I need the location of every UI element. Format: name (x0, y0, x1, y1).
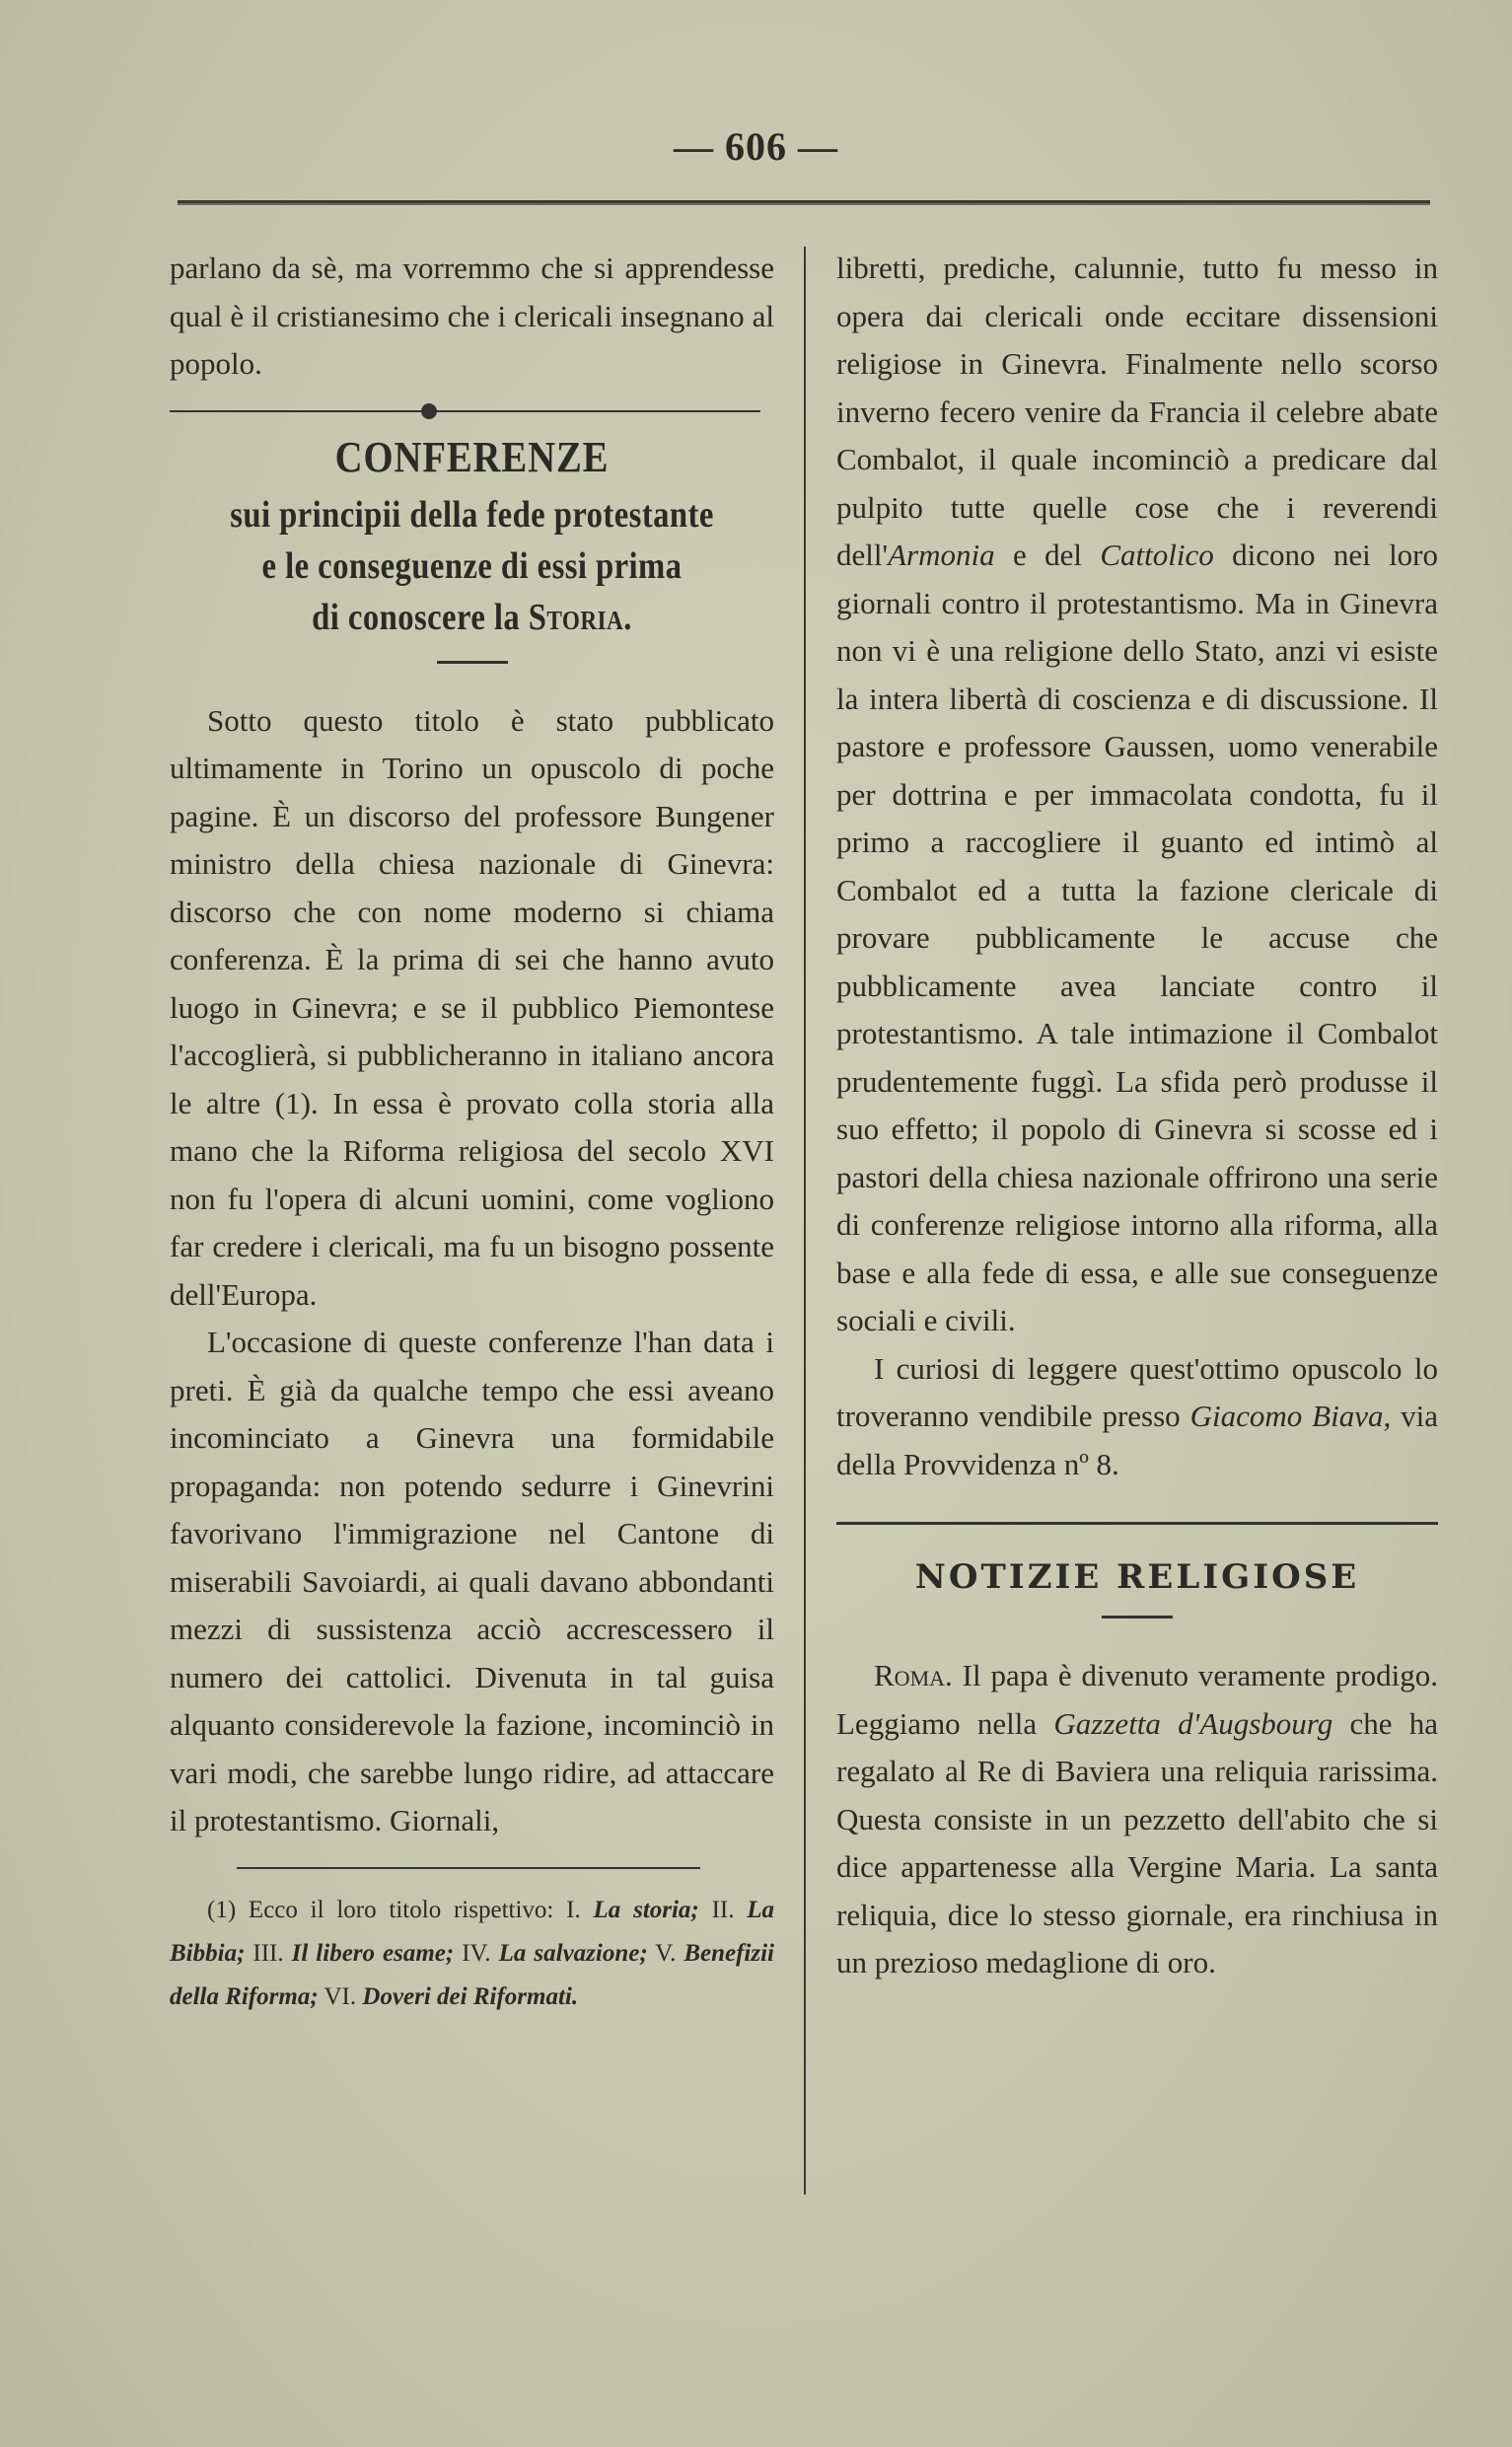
body-text: I curiosi di leggere quest'ottimo opuscolo lo troveranno vendibile presso (836, 1350, 1438, 1433)
subtitle-line: sui principii della fede protestante (230, 493, 714, 536)
body-text: che ha regalato al Re di Baviera una reliquia rarissima. Questa consiste in un pezzetto dell'abito che si dice appartenesse alla Vergine Maria. La santa reliquia, dice lo stesso giornale, era rinchiusa in un prezioso medaglione di oro. (836, 1705, 1438, 1979)
dateline: Roma. (874, 1658, 953, 1692)
page-number: — 606 — (674, 124, 838, 169)
footnote-rule (237, 1867, 700, 1869)
ornament-dot (421, 403, 437, 419)
publisher-name: Giacomo Biava, (1189, 1399, 1392, 1433)
article-paragraph (836, 1345, 1438, 1489)
footnote-numeral: V. (655, 1939, 677, 1967)
ornament-divider (170, 410, 760, 412)
intro-paragraph: parlano da sè, ma vorremmo che si apprendesse qual è il cristianesimo che i clericali insegnano al popolo. (170, 251, 774, 381)
subtitle-text: di conoscere la (312, 596, 521, 638)
subtitle-line (212, 592, 732, 643)
footnote-marker: (1) Ecco il loro titolo rispettivo: I. (207, 1896, 581, 1923)
newspaper-name: Armonia (888, 538, 995, 572)
right-column (836, 245, 1438, 1987)
article-title: CONFERENZE (334, 432, 610, 481)
body-text: e del (1012, 538, 1082, 572)
article-paragraph: Sotto questo titolo è stato pubblicato ultimamente in Torino un opuscolo di poche pagine. È un discorso del professore Bungener ministro della chiesa nazionale di Ginevra: discorso che con nome moderno si chiama conferenza. È la prima di sei che hanno avuto luogo in Ginevra; e se il pubblico Piemontese l'accoglierà, si pubblicheranno in italiano ancora le altre (1). In essa è provato colla storia alla mano che la Riforma religiosa del secolo XVI non fu l'opera di alcuni uomini, come vogliono far credere i clericali, ma fu un bisogno possente dell'Europa. (170, 702, 774, 1312)
footnote-title: Doveri dei Riformati. (362, 1982, 579, 2010)
footnote-title: La storia; (593, 1896, 699, 1923)
section-rule (836, 1522, 1438, 1525)
news-paragraph (836, 1652, 1438, 1987)
footnote-numeral: VI. (324, 1982, 357, 2010)
article-subtitle (212, 489, 732, 643)
short-divider (1102, 1616, 1173, 1619)
body-text: via della Provvidenza nº 8. (836, 1399, 1439, 1481)
footnote-numeral: IV. (462, 1939, 491, 1967)
newspaper-name: Gazzetta d'Augsbourg (1053, 1705, 1333, 1741)
article-paragraph: L'occasione di queste conferenze l'han data i preti. È già da qualche tempo che essi aveano incominciato a Ginevra una formidabile propaganda: non potendo sedurre i Ginevrini favorivano l'immigrazione nel Cantone di miserabili Savoiardi, ai quali davano abbondanti mezzi di sussistenza acciò accrescessero il numero dei cattolici. Divenuta in tal guisa alquanto considerevole la fazione, incominciò in vari modi, che sarebbe lungo ridire, ad attaccare il protestantismo. Giornali, (170, 1325, 774, 1837)
footnote-numeral: III. (252, 1939, 284, 1967)
footnote-title: La Bibbia; (170, 1896, 775, 1967)
newspaper-name: Cattolico (1100, 538, 1214, 572)
body-text: libretti, prediche, calunnie, tutto fu messo in opera dai clericali onde eccitare dissensioni religiose in Ginevra. Finalmente nello scorso inverno fecero venire da Francia il celebre abate Combalot, il quale incominciò a predicare dal pulpito tutte quelle cose che i reverendi dell' (836, 251, 1438, 572)
header-rule (178, 200, 1430, 205)
left-column (170, 245, 774, 2019)
body-text: Il papa è divenuto veramente prodigo. Leggiamo nella (836, 1658, 1438, 1741)
article-paragraph (836, 245, 1438, 1345)
footnote-title: Benefizii della Riforma; (170, 1939, 774, 2010)
subtitle-emphasis: Storia. (528, 596, 632, 638)
short-divider (437, 661, 508, 664)
footnote-title: Il libero esame; (291, 1939, 455, 1967)
footnote (170, 1889, 774, 2019)
subtitle-line: e le conseguenze di essi prima (261, 544, 683, 587)
footnote-title: La salvazione; (498, 1939, 648, 1967)
body-text: dicono nei loro giornali contro il protestantismo. Ma in Ginevra non vi è una religione dello Stato, anzi vi esiste la intera libertà di coscienza e di discussione. Il pastore e professore Gaussen, uomo venerabile per dottrina e per immacolata condotta, fu il primo a raccogliere il guanto ed intimò al Combalot ed a tutta la fazione clericale di provare pubblicamente le accuse che pubblicamente avea lanciate contro il protestantismo. A tale intimazione il Combalot prudentemente fuggì. La sfida però produsse il suo effetto; il popolo di Ginevra si scosse ed i pastori della chiesa nazionale offrirono una serie di conferenze religiose intorno alla riforma, alla base e alla fede di essa, e alle sue conseguenze sociali e civili. (836, 538, 1439, 1337)
section-title: NOTIZIE RELIGIOSE (914, 1557, 1360, 1597)
column-divider (804, 247, 806, 2195)
footnote-numeral: II. (711, 1896, 735, 1923)
